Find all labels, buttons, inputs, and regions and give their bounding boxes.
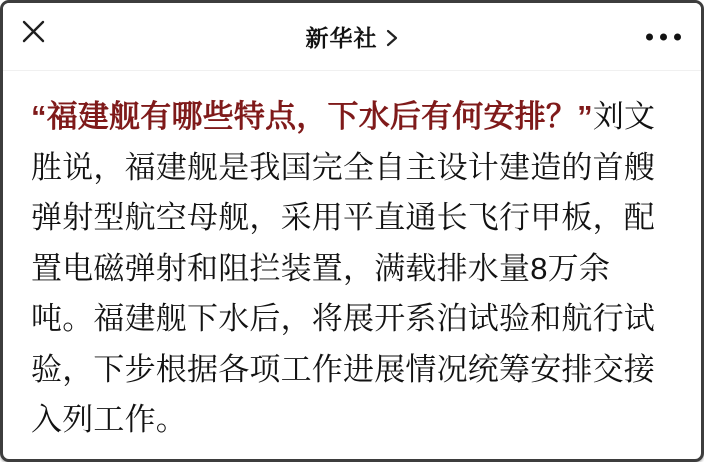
text-line — [31, 294, 677, 345]
ellipsis-more-icon — [660, 33, 667, 40]
body-text: 吨。福建舰下水后，将展开系泊试验和航行试 — [31, 301, 655, 336]
article-body — [3, 71, 701, 446]
body-text: 胜说，福建舰是我国完全自主设计建造的首艘 — [31, 149, 655, 185]
text-line — [31, 193, 677, 244]
ellipsis-more-icon — [674, 33, 681, 40]
article-text — [31, 92, 677, 446]
body-text: 弹射型航空母舰，采用平直通长飞行甲板，配 — [31, 200, 655, 235]
close-button[interactable] — [13, 11, 53, 51]
close-icon — [20, 18, 47, 45]
ellipsis-more-icon — [646, 33, 653, 40]
highlighted-question: “福建舰有哪些特点，下水后有何安排？” — [31, 99, 593, 134]
text-line — [31, 345, 677, 396]
text-line — [31, 143, 677, 194]
body-text: 入列工作。 — [31, 402, 187, 437]
body-text: 验，下步根据各项工作进展情况统筹安排交接 — [31, 351, 655, 387]
account-name: 新华社 — [305, 25, 378, 51]
header-bar — [3, 3, 701, 71]
text-line — [31, 395, 677, 446]
text-line — [31, 92, 677, 143]
body-text: 置电磁弹射和阻拦装置，满载排水量8万余 — [31, 250, 611, 286]
body-text: 刘文 — [592, 99, 656, 134]
more-menu-button[interactable] — [642, 25, 685, 48]
account-title[interactable] — [306, 20, 399, 53]
chevron-right-icon — [385, 28, 399, 48]
text-line — [31, 244, 677, 295]
